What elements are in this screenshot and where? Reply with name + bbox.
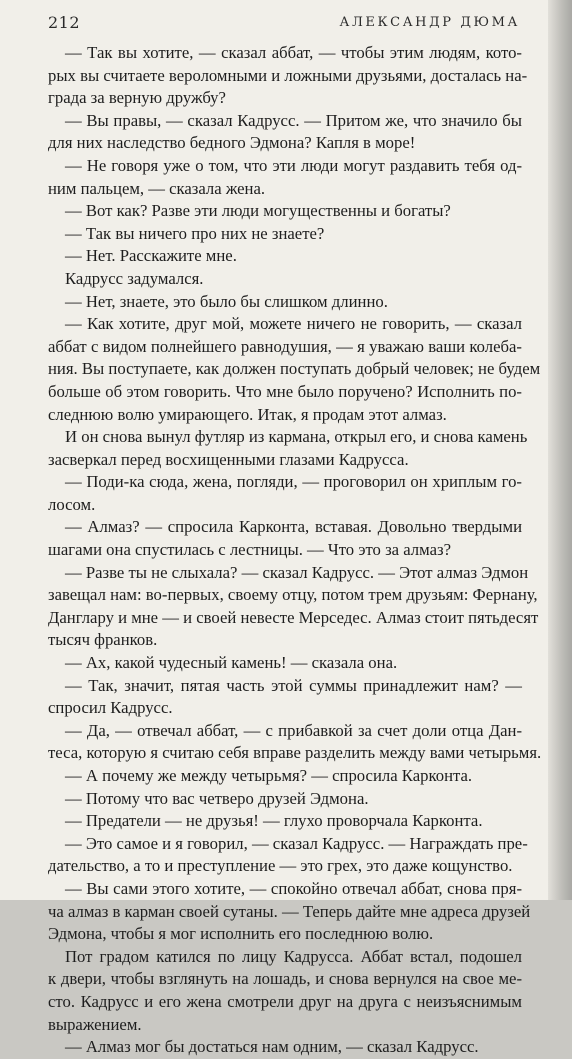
text-line: — Так, значит, пятая часть этой суммы принадлежит нам? — <box>65 675 522 695</box>
text-line: аббат с видом полнейшего равнодушия, — я уважаю ваши колеба- <box>48 336 522 356</box>
text-line: — Не говоря уже о том, что эти люди могут раздавить тебя од- <box>65 155 522 175</box>
book-gutter <box>548 0 572 900</box>
text-line: — Нет, знаете, это было бы слишком длинно. <box>65 291 388 311</box>
text-line: града за верную дружбу? <box>48 88 226 108</box>
text-line: завещал нам: во-первых, своему отцу, потом трем друзьям: Фернану, <box>48 585 538 605</box>
text-line: — Ах, какой чудесный камень! — сказала она. <box>65 653 398 673</box>
text-line: шагами она спустилась с лестницы. — Что это за алмаз? <box>48 540 451 560</box>
text-line: Пот градом катился по лицу Кадрусса. Аббат встал, подошел <box>65 946 522 966</box>
text-line: засверкал перед восхищенными глазами Кадрусса. <box>48 449 409 469</box>
text-line: — Предатели — не друзья! — глухо проворчала Карконта. <box>65 811 483 831</box>
text-line: — Это самое и я говорил, — сказал Кадрусс. — Награждать пре- <box>65 833 528 853</box>
text-line: — Вы правы, — сказал Кадрусс. — Притом же, что значило бы <box>65 110 522 130</box>
text-line: следнюю волю умирающего. Итак, я продам этот алмаз. <box>48 404 447 424</box>
text-line: тысяч франков. <box>48 630 158 650</box>
text-line: ча алмаз в карман своей сутаны. — Теперь дайте мне адреса друзей <box>48 901 531 921</box>
page-number: 212 <box>48 13 81 32</box>
text-line: Данглару и мне — и своей невесте Мерседес. Алмаз стоит пятьдесят <box>48 607 539 627</box>
body-text <box>48 42 542 1059</box>
text-line: — Да, — отвечал аббат, — с прибавкой за счет доли отца Дан- <box>65 720 522 740</box>
text-line: — Поди-ка сюда, жена, погляди, — проговорил он хриплым го- <box>65 472 522 492</box>
text-line: лосом. <box>48 494 96 514</box>
text-line: дательство, а то и преступление — это грех, это даже кощунство. <box>48 856 513 876</box>
text-line: спросил Кадрусс. <box>48 698 173 718</box>
text-line: — Вы сами этого хотите, — спокойно отвечал аббат, снова пря- <box>65 878 522 898</box>
text-line: ния. Вы поступаете, как должен поступать добрый человек; не будем <box>48 359 541 379</box>
running-head: АЛЕКСАНДР ДЮМА <box>339 15 520 30</box>
text-line: — Нет. Расскажите мне. <box>65 246 237 266</box>
text-line: — Вот как? Разве эти люди могущественны и богаты? <box>65 201 451 221</box>
text-line: И он снова вынул футляр из кармана, открыл его, и снова камень <box>65 427 528 447</box>
text-line: к двери, чтобы взглянуть на лошадь, и снова вернулся на свое ме- <box>48 969 522 989</box>
text-line: — Так вы хотите, — сказал аббат, — чтобы этим людям, кото- <box>65 43 522 62</box>
text-line: — А почему же между четырьмя? — спросила Карконта. <box>65 766 473 785</box>
text-line: — Алмаз мог бы достаться нам одним, — сказал Кадрусс. <box>65 1037 479 1057</box>
text-line: теса, которую я считаю себя вправе разделить между вами четырьмя. <box>48 743 542 763</box>
text-line: — Потому что вас четверо друзей Эдмона. <box>65 788 369 808</box>
text-line: Эдмона, чтобы я мог исполнить его последнюю волю. <box>48 924 434 944</box>
text-line: — Так вы ничего про них не знаете? <box>65 223 325 243</box>
text-line: для них наследство бедного Эдмона? Капля в море! <box>48 133 416 153</box>
text-line: — Алмаз? — спросила Карконта, вставая. Довольно твердыми <box>65 517 522 537</box>
text-line: — Как хотите, друг мой, можете ничего не говорить, — сказал <box>65 314 522 334</box>
text-line: ним пальцем, — сказала жена. <box>48 178 266 198</box>
text-line: — Разве ты не слыхала? — сказал Кадрусс. — Этот алмаз Эдмон <box>65 562 529 582</box>
text-line: больше об этом говорить. Что мне было поручено? Исполнить по- <box>48 381 522 401</box>
text-line: Кадрусс задумался. <box>65 268 204 288</box>
page-header <box>48 13 520 39</box>
text-line: рых вы считаете вероломными и ложными друзьями, досталась на- <box>48 65 528 85</box>
text-line: сто. Кадрусс и его жена смотрели друг на друга с неизъяснимым <box>48 991 522 1011</box>
text-line: выражением. <box>48 1014 142 1034</box>
